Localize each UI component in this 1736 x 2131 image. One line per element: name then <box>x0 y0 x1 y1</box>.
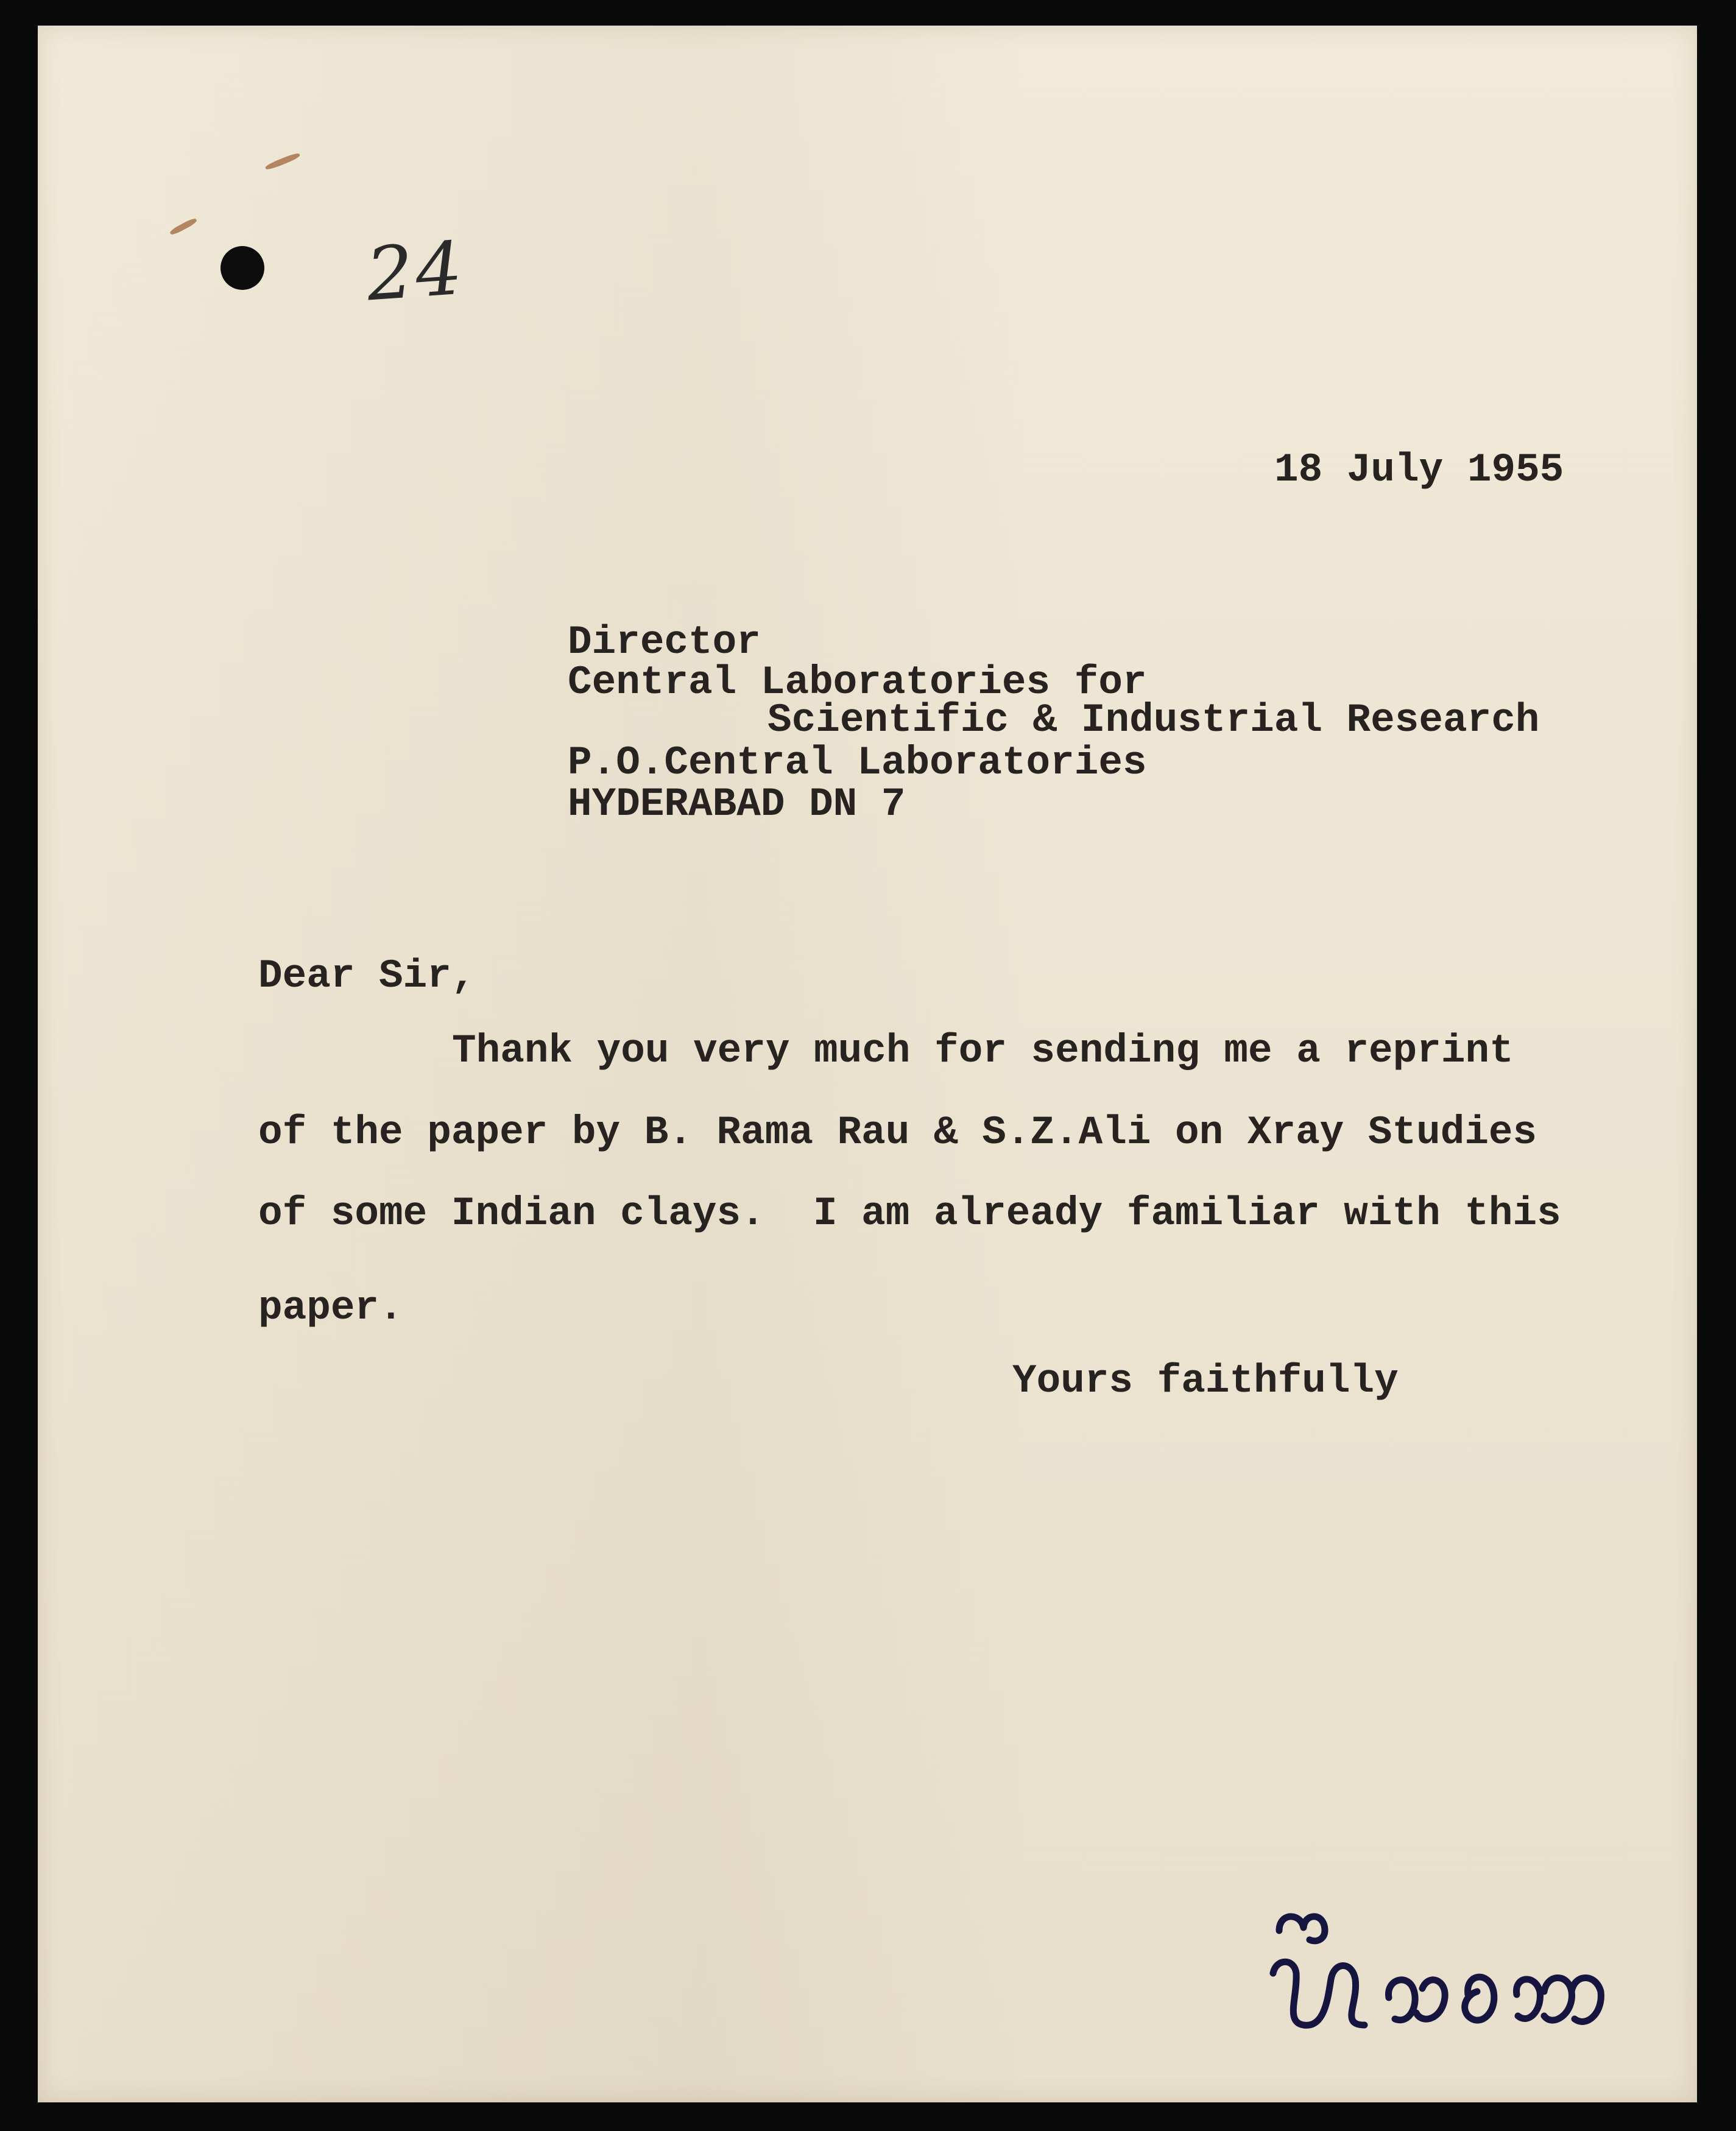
rust-stain <box>264 152 300 171</box>
folio-number: 24 <box>364 226 468 318</box>
letter-sheet <box>38 26 1697 2102</box>
body-line-4: paper. <box>258 1285 403 1331</box>
recipient-line-1: Director <box>568 619 761 665</box>
handwritten-annotation-mark <box>1267 1906 1645 2052</box>
body-line-1: Thank you very much for sending me a reprint <box>452 1028 1514 1074</box>
salutation: Dear Sir, <box>258 953 476 999</box>
recipient-line-2: Central Laboratories for <box>568 660 1147 705</box>
recipient-line-3: Scientific & Industrial Research <box>767 697 1540 743</box>
closing: Yours faithfully <box>1012 1358 1399 1404</box>
rust-stain <box>169 217 197 236</box>
body-line-2: of the paper by B. Rama Rau & S.Z.Ali on Xray Studies <box>258 1110 1537 1155</box>
punch-hole <box>221 246 264 290</box>
body-line-3: of some Indian clays. I am already familiar with this <box>258 1191 1561 1236</box>
recipient-line-5: HYDERABAD DN 7 <box>568 781 906 827</box>
recipient-line-4: P.O.Central Laboratories <box>568 740 1147 786</box>
letter-date: 18 July 1955 <box>1274 447 1564 493</box>
